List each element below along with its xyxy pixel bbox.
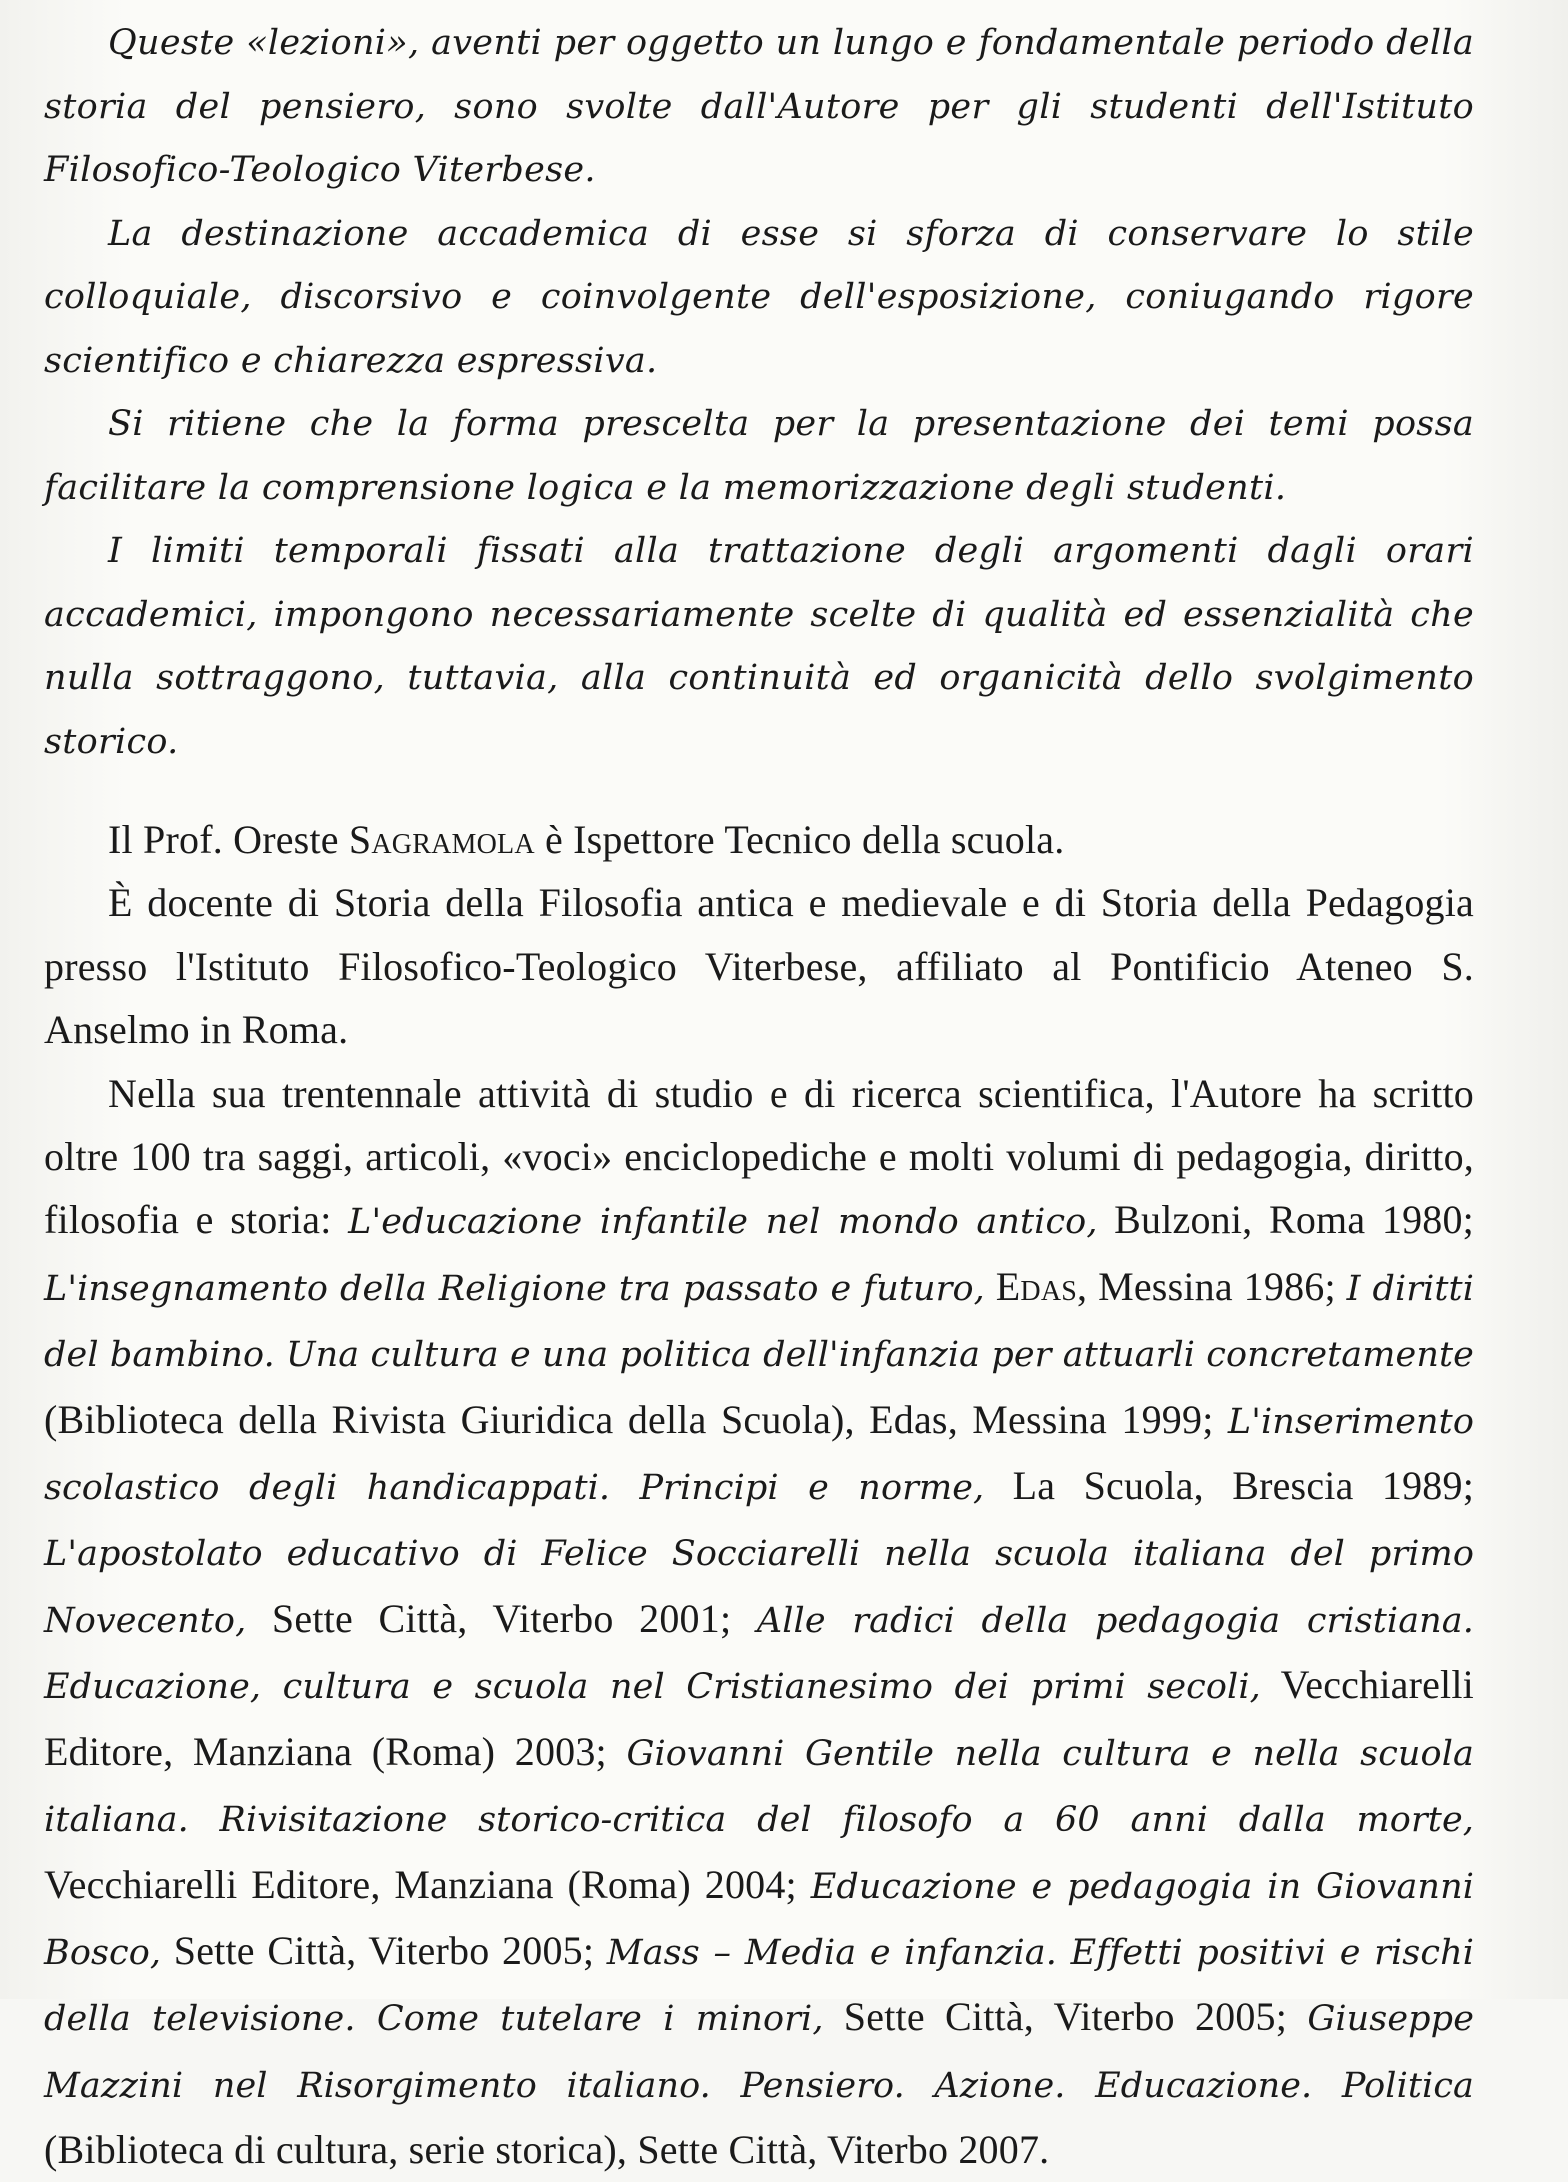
bio-paragraph-3 — [44, 1062, 1474, 2182]
bio-text: è Ispettore Tecnico della scuola. — [534, 817, 1065, 862]
intro-paragraph-2: La destinazione accademica di esse si sforza di conservare lo stile colloquiale, discorsivo e coinvolgente dell'esposizione, coniugando rigore scientifico e chiarezza espressiva. — [44, 213, 1474, 381]
book-title: L'educazione infantile nel mondo antico, — [348, 1202, 1098, 1243]
bio-text — [985, 1264, 996, 1309]
bio-text: La Scuola, Brescia 1989; — [984, 1463, 1475, 1509]
bio-text: Vecchiarelli Editore, Manziana (Roma) 2003; — [44, 1662, 1474, 1774]
bio-text: Vecchiarelli Editore, Manziana (Roma) 2004; — [44, 1861, 811, 1907]
author-bio-section — [44, 808, 1474, 2182]
book-title: Alle radici della pedagogia cristiana. Educazione, cultura e scuola nel Cristianesimo dei primi secoli, — [44, 1600, 1474, 1708]
bio-text: Bulzoni, Roma 1980; — [1097, 1197, 1474, 1243]
author-surname: Sagramola — [348, 817, 535, 862]
book-title: I diritti del bambino. Una cultura e una politica dell'infanzia per attuarli concretamente — [44, 1268, 1474, 1376]
book-title: L'apostolato educativo di Felice Socciarelli nella scuola italiana del primo Novecento, — [44, 1534, 1474, 1641]
publisher-name: Edas — [995, 1263, 1078, 1309]
intro-paragraph-1: Queste «lezioni», aventi per oggetto un lungo e fondamentale periodo della storia del pensiero, sono svolte dall'Autore per gli studenti dell'Istituto Filosofico-Teologico Viterbese. — [44, 23, 1474, 190]
book-title: Mass – Media e infanzia. Effetti positivi e rischi della televisione. Come tutelare i minori, — [44, 1932, 1474, 2040]
bio-text: Sette Città, Viterbo 2005; — [161, 1927, 607, 1973]
bio-text: (Biblioteca di cultura, serie storica), Sette Città, Viterbo 2007. — [44, 2127, 1050, 2173]
book-title: Giovanni Gentile nella cultura e nella scuola italiana. Rivisitazione storico-critica del filosofo a 60 anni dalla morte, — [44, 1733, 1474, 1841]
book-title: L'insegnamento della Religione tra passato e futuro, — [44, 1268, 985, 1309]
bio-text: Il Prof. Oreste — [108, 817, 349, 862]
bio-text: Sette Città, Viterbo 2001; — [246, 1595, 757, 1641]
intro-paragraph-3: Si ritiene che la forma prescelta per la presentazione dei temi possa facilitare la comprensione logica e la memorizzazione degli studenti. — [44, 404, 1474, 508]
bio-text: Nella sua trentennale attività di studio e di ricerca scientifica, l'Autore ha scritto oltre 100 tra saggi, articoli, «voci» enciclopediche e molti volumi di pedagogia, diritto, filosofia e storia: — [44, 1070, 1474, 1243]
bio-text: , Messina 1986; — [1077, 1263, 1347, 1309]
bio-text: Sette Città, Viterbo 2005; — [823, 1994, 1308, 2040]
bio-paragraph-1 — [44, 808, 1474, 871]
book-title: L'inserimento scolastico degli handicappati. Principi e norme, — [44, 1401, 1474, 1509]
book-title: Giuseppe Mazzini nel Risorgimento italiano. Pensiero. Azione. Educazione. Politica — [44, 1999, 1475, 2106]
book-title: Educazione e pedagogia in Giovanni Bosco, — [44, 1866, 1475, 1973]
intro-paragraph-4: I limiti temporali fissati alla trattazione degli argomenti dagli orari accademici, impongono necessariamente scelte di qualità ed essenzialità che nulla sottraggono, tuttavia, alla continuità ed organicità dello svolgimento storico. — [44, 531, 1474, 762]
bio-paragraph-2: È docente di Storia della Filosofia antica e medievale e di Storia della Pedagogia presso l'Istituto Filosofico-Teologico Viterbese, affiliato al Pontificio Ateneo S. Anselmo in Roma. — [44, 880, 1474, 1053]
intro-section — [44, 12, 1474, 774]
bio-text: (Biblioteca della Rivista Giuridica della Scuola), Edas, Messina 1999; — [44, 1396, 1228, 1442]
